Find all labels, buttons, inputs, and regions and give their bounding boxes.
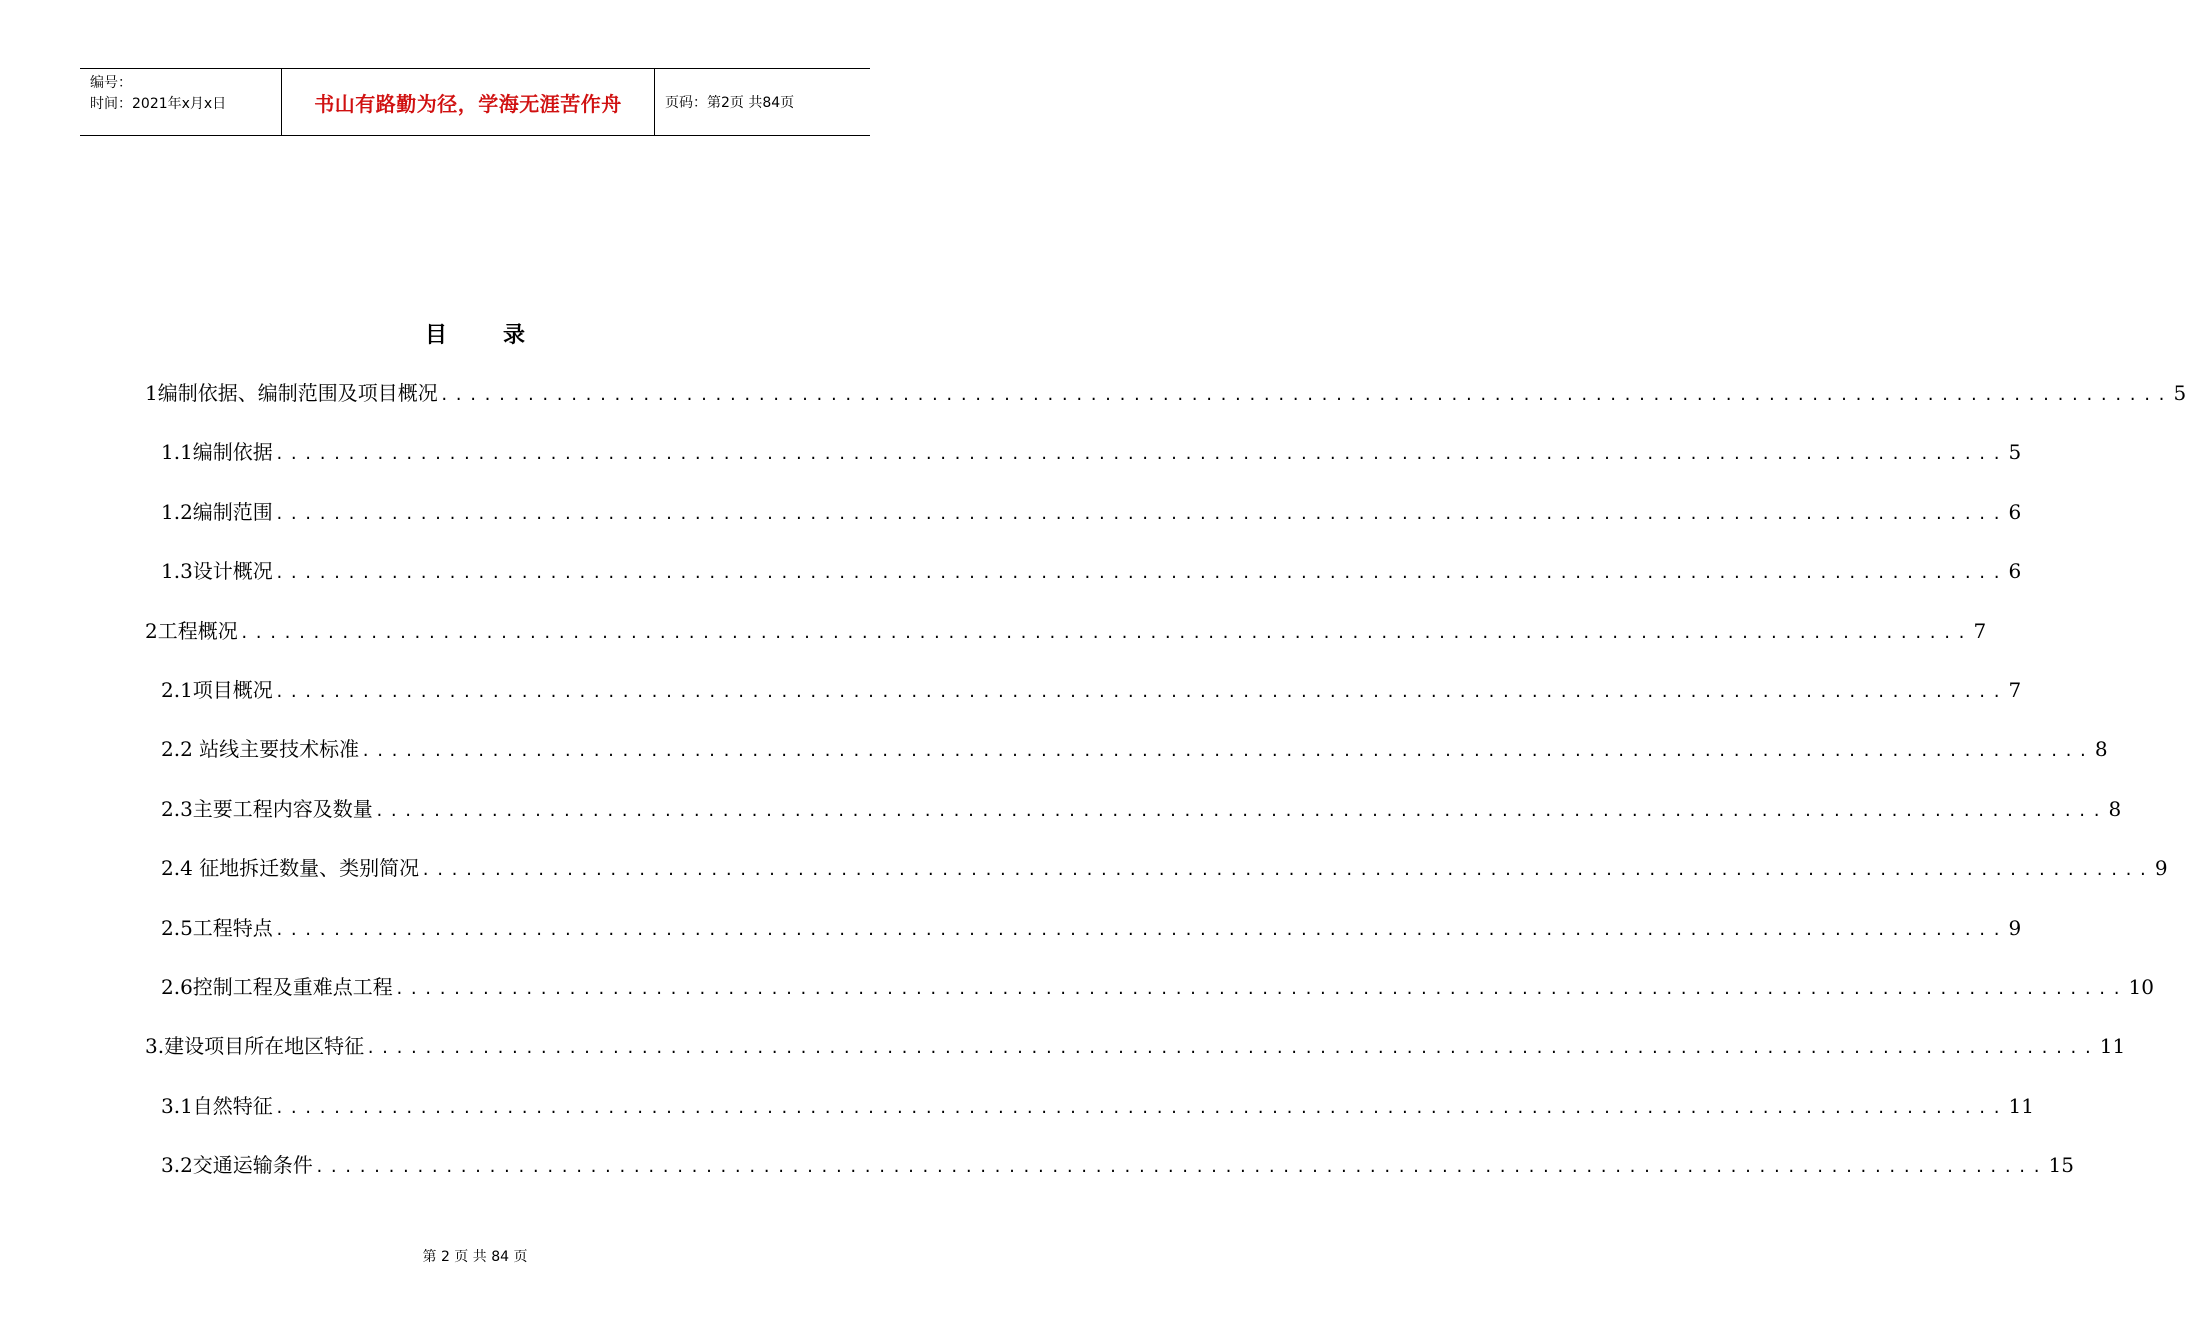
toc-entry[interactable] xyxy=(161,675,2022,705)
toc-entry[interactable] xyxy=(145,378,2186,408)
toc-entry-label: 1.3设计概况 xyxy=(161,559,273,584)
header-page-cell xyxy=(655,69,870,135)
toc-entry[interactable] xyxy=(161,1150,2074,1180)
header-motto-cell xyxy=(281,69,655,135)
toc-entry-page: 11 xyxy=(2008,1093,2034,1118)
page-footer: 第 2 页 共 84 页 xyxy=(422,1249,528,1265)
toc-entry[interactable] xyxy=(161,1091,2034,1121)
toc-leader-dots: ........................................................................................................................ xyxy=(274,445,2007,464)
toc-entry[interactable] xyxy=(161,734,2108,764)
toc-entry-page: 7 xyxy=(2008,678,2022,702)
toc-title-right: 录 xyxy=(503,322,526,348)
toc-entry-page: 9 xyxy=(2008,915,2022,940)
page-header xyxy=(80,68,870,136)
toc-leader-dots: ........................................................................................................................ xyxy=(439,386,2172,404)
toc-entry-label: 2.4 征地拆迁数量、类别简况 xyxy=(161,856,420,881)
toc-entry-label: 2.6控制工程及重难点工程 xyxy=(161,975,393,999)
toc-leader-dots: ........................................................................................................................ xyxy=(274,683,2007,701)
toc-entry-page: 10 xyxy=(2128,975,2154,999)
toc-entry[interactable] xyxy=(161,972,2154,1002)
toc-entry-page: 5 xyxy=(2173,381,2186,405)
toc-entry-label: 2工程概况 xyxy=(145,618,238,643)
toc-entry-label: 2.5工程特点 xyxy=(161,915,273,940)
toc-entry-page: 5 xyxy=(2008,440,2022,465)
toc-entry-label: 3.1自然特征 xyxy=(161,1093,273,1118)
toc-leader-dots: ........................................................................................................................ xyxy=(274,564,2007,583)
toc-entry[interactable] xyxy=(161,853,2168,883)
toc-entry[interactable] xyxy=(161,556,2022,586)
toc-title xyxy=(0,318,950,349)
toc-leader-dots: ........................................................................................................................ xyxy=(366,1039,2098,1058)
toc-leader-dots: ........................................................................................................................ xyxy=(421,861,2153,880)
toc-entry-label: 1编制依据、编制范围及项目概况 xyxy=(145,381,438,405)
toc-entry-label: 2.2 站线主要技术标准 xyxy=(161,737,360,762)
toc-leader-dots: ........................................................................................................................ xyxy=(274,504,2007,523)
toc-entry-label: 3.建设项目所在地区特征 xyxy=(145,1034,365,1059)
header-meta xyxy=(80,69,281,135)
toc-entry[interactable] xyxy=(145,616,1987,646)
toc-leader-dots: ........................................................................................................................ xyxy=(374,801,2107,820)
toc-leader-dots: ........................................................................................................................ xyxy=(394,980,2127,998)
toc-entry-label: 2.3主要工程内容及数量 xyxy=(161,796,373,821)
toc-leader-dots: ........................................................................................................................ xyxy=(239,623,1972,642)
header-page-info: 页码：第2页 共84页 xyxy=(665,95,795,111)
toc-entry[interactable] xyxy=(161,913,2022,943)
header-motto: 书山有路勤为径，学海无涯苦作舟 xyxy=(314,91,622,116)
toc-entry-page: 6 xyxy=(2008,559,2022,584)
toc-entry[interactable] xyxy=(145,1031,2126,1061)
toc-entry[interactable] xyxy=(161,437,2022,467)
toc-entry[interactable] xyxy=(161,497,2022,527)
toc-entry-page: 8 xyxy=(2094,737,2108,762)
toc-entry-page: 11 xyxy=(2099,1034,2126,1059)
toc-entry-label: 1.2编制范围 xyxy=(161,499,273,524)
toc-leader-dots: ........................................................................................................................ xyxy=(274,920,2007,939)
header-number-label: 编号： xyxy=(90,75,132,91)
toc-leader-dots: ........................................................................................................................ xyxy=(361,742,2093,761)
toc-leader-dots: ........................................................................................................................ xyxy=(314,1158,2047,1177)
header-time-label: 时间：2021年x月x日 xyxy=(90,96,227,112)
toc-entry-page: 7 xyxy=(1973,618,1987,643)
toc-entry-label: 1.1编制依据 xyxy=(161,440,273,465)
toc-leader-dots: ........................................................................................................................ xyxy=(274,1098,2007,1117)
toc-entry-label: 2.1项目概况 xyxy=(161,678,273,702)
toc-entry-page: 15 xyxy=(2048,1153,2074,1178)
toc-title-left: 目 xyxy=(424,322,447,348)
toc-entry-label: 3.2交通运输条件 xyxy=(161,1153,313,1178)
toc-entry-page: 8 xyxy=(2108,796,2122,821)
toc-entry[interactable] xyxy=(161,794,2122,824)
toc-entry-page: 9 xyxy=(2154,856,2168,881)
toc-entry-page: 6 xyxy=(2008,499,2022,524)
